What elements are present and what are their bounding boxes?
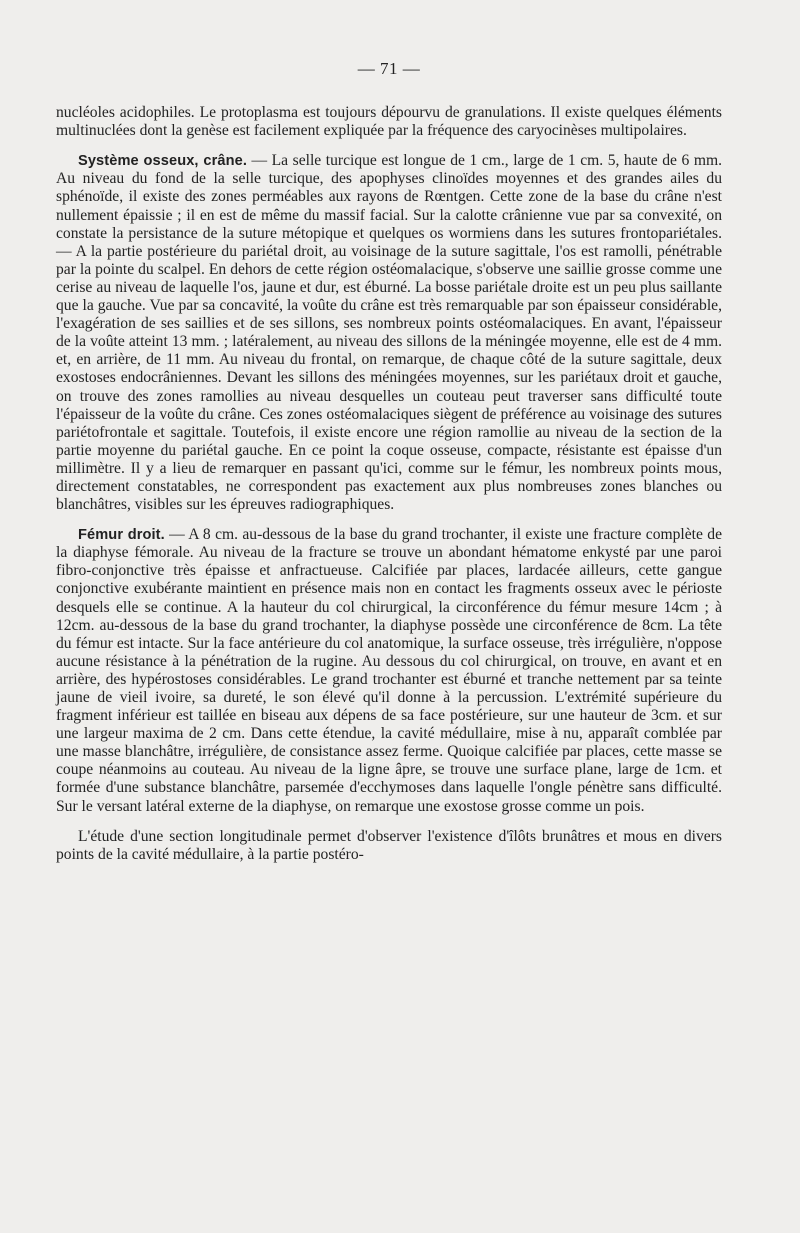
paragraph-femur-droit <box>56 526 722 816</box>
paragraph-section-longitudinale <box>56 828 722 864</box>
paragraph-systeme-osseux <box>56 152 722 514</box>
paragraph-text: L'étude d'une section longitudinale permet d'observer l'existence d'îlôts brunâtres et mous en divers points de la cavité médullaire, à la partie postéro- <box>56 827 722 863</box>
paragraph-text: nucléoles acidophiles. Le protoplasma est toujours dépourvu de granulations. Il existe quelques éléments multinuclées dont la genèse est facilement expliquée par la fréquence des caryocinèses multipolaires. <box>56 104 722 140</box>
section-heading-femur-droit: Fémur droit. <box>78 527 165 544</box>
paragraph-text: — La selle turcique est longue de 1 cm., large de 1 cm. 5, haute de 6 mm. Au niveau du fond de la selle turcique, des apophyses clinoïdes moyennes et des grandes ailes du sphénoïde, il existe des zones perméables aux rayons de Rœntgen. Cette zone de la base du crâne n'est nullement épaissie ; il en est de même du massif facial. Sur la calotte crânienne vue par sa convexité, on constate la persistance de la suture métopique et quelques os wormiens dans les sutures frontopariétales. — A la partie postérieure du pariétal droit, au voisinage de la suture sagittale, l'os est ramolli, pénétrable par la pointe du scalpel. En dehors de cette région ostéomalacique, s'observe une saillie grosse comme une cerise au niveau de laquelle l'os, jaune et dur, est éburné. La bosse pariétale droite est un peu plus saillante que la gauche. Vue par sa concavité, la voûte du crâne est très remarquable par son épaisseur considérable, l'exagération de ses saillies et de ses sillons, ses nombreux points ostéomalaciques. En avant, l'épaisseur de la voûte atteint 13 mm. ; latéralement, au niveau des sillons de la méningée moyenne, elle est de 4 mm. et, en arrière, de 11 mm. Au niveau du frontal, on remarque, de chaque côté de la suture sagittale, deux exostoses endocrâniennes. Devant les sillons des méningées moyennes, sur les pariétaux droit et gauche, on trouve des zones ramollies au niveau desquelles un couteau peut traverser sans difficulté toute l'épaisseur de la voûte du crâne. Ces zones ostéomalaciques siègent de préférence au voisinage des sutures pariétofrontale et sagittale. Toutefois, il existe encore une région ramollie au niveau de la section de la partie moyenne du pariétal gauche. En ce point la coque osseuse, compacte, résistante est épaisse d'un millimètre. Il y a lieu de remarquer en passant qu'ici, comme sur le fémur, les nombreux points mous, directement constatables, ne correspondent pas exactement aux plus nombreuses zones blanches ou blanchâtres, visibles sur les épreuves radiographiques. <box>56 152 722 514</box>
book-page <box>56 50 722 1200</box>
paragraph-text: — A 8 cm. au-dessous de la base du grand trochanter, il existe une fracture complète de la diaphyse fémorale. Au niveau de la fracture se trouve un abondant hématome enkysté par une paroi fibro-conjonctive très épaisse et anfractueuse. Calcifiée par places, lardacée ailleurs, cette gangue conjonctive exubérante maintient en présence mais non en contact les fragments osseux avec le périoste desquels elle se continue. A la hauteur du col chirurgical, la circonférence du fémur mesure 14cm ; à 12cm. au-dessous de la base du grand trochanter, la diaphyse possède une circonférence de 8cm. La tête du fémur est intacte. Sur la face antérieure du col anatomique, la surface osseuse, très irrégulière, n'oppose aucune résistance à la pénétration de la rugine. Au dessous du col chirurgical, on trouve, en avant et en arrière, des hypérostoses considérables. Le grand trochanter est éburné et tranche nettement par sa teinte jaune de vieil ivoire, sa dureté, le son élevé qu'il donne à la percussion. L'extrémité supérieure du fragment inférieur est taillée en biseau aux dépens de sa face postérieure, sur une hauteur de 3cm. et sur une largeur maxima de 2 cm. Dans cette étendue, la cavité médullaire, mise à nu, apparaît comblée par une masse blanchâtre, irrégulière, de consistance assez ferme. Quoique calcifiée par places, cette masse se coupe néanmoins au couteau. Au niveau de la ligne âpre, se trouve une surface plane, large de 1cm. et formée d'une substance blanchâtre, parsemée d'ecchymoses dans laquelle l'ongle pénètre sans difficulté. Sur le versant latéral externe de la diaphyse, on remarque une exostose grosse comme un pois. <box>56 526 722 815</box>
paragraph-nucleoles <box>56 104 722 140</box>
page-number: — 71 — <box>357 59 421 78</box>
section-heading-systeme-osseux: Système osseux, crâne. <box>78 153 247 170</box>
